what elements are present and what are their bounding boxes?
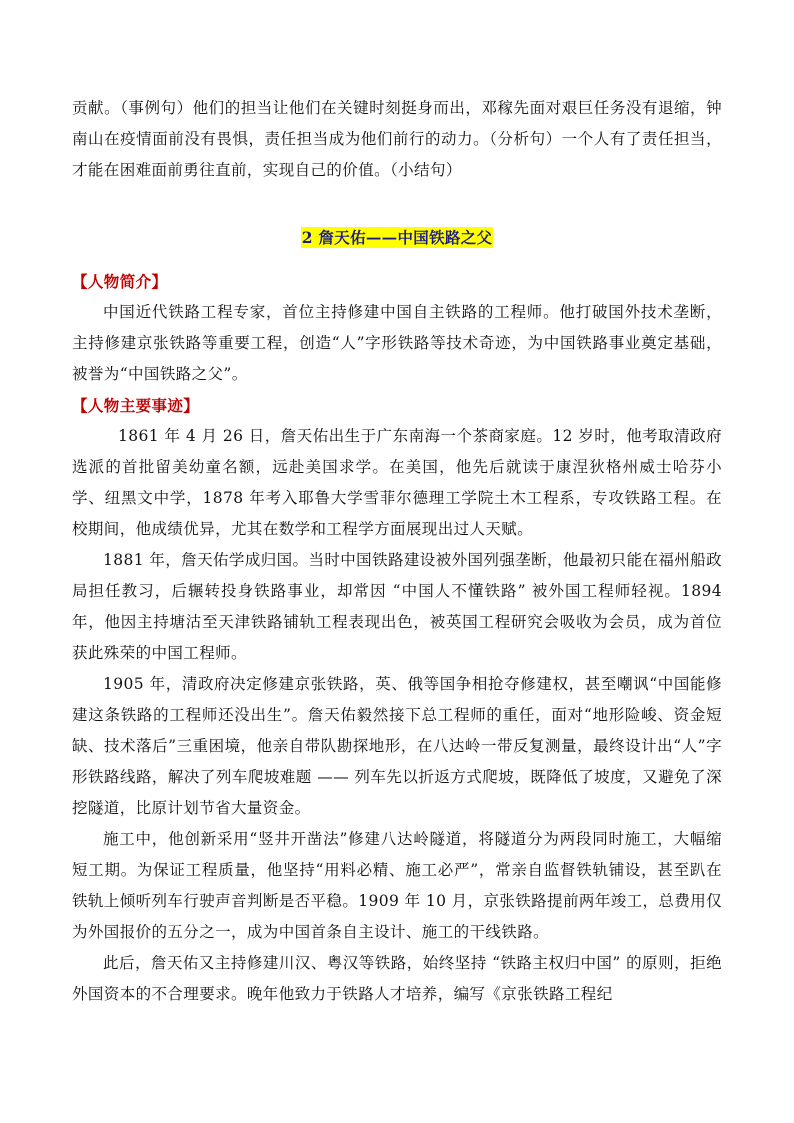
- profile-label: 【人物简介】: [72, 272, 168, 291]
- section-heading: [72, 227, 722, 258]
- intro-paragraph: 贡献。（事例句）他们的担当让他们在关键时刻挺身而出，邓稼先面对艰巨任务没有退缩，钟南山在疫情面前没有畏惧，责任担当成为他们前行的动力。（分析句）一个人有了责任担当，才能在困难面前勇往直前，实现自己的价值。（小结句）: [72, 99, 722, 179]
- profile-paragraph: 中国近代铁路工程专家，首位主持修建中国自主铁路的工程师。他打破国外技术垄断，主持修建京张铁路等重要工程，创造“人”字形铁路等技术奇迹，为中国铁路事业奠定基础，被誉为“中国铁路之父”。: [72, 303, 722, 383]
- deeds-paragraph-1: 1861 年 4 月 26 日，詹天佑出生于广东南海一个茶商家庭。12 岁时，他考取清政府选派的首批留美幼童名额，远赴美国求学。在美国，他先后就读于康涅狄格州威士哈芬小学、纽黑文中学，1878 年考入耶鲁大学雪菲尔德理工学院土木工程系，专攻铁路工程。在校期间，他成绩优异，尤其在数学和工程学方面展现出过人天赋。: [72, 427, 722, 538]
- deeds-paragraph-3: 1905 年，清政府决定修建京张铁路，英、俄等国争相抢夺修建权，甚至嘲讽“中国能修建这条铁路的工程师还没出生”。詹天佑毅然接下总工程师的重任，面对“地形险峻、资金短缺、技术落后”三重困境，他亲自带队勘探地形，在八达岭一带反复测量，最终设计出“人”字形铁路线路，解决了列车爬坡难题 —— 列车先以折返方式爬坡，既降低了坡度，又避免了深挖隧道，比原计划节省大量资金。: [72, 675, 722, 817]
- deeds-paragraph-2: 1881 年，詹天佑学成归国。当时中国铁路建设被外国列强垄断，他最初只能在福州船政局担任教习，后辗转投身铁路事业，却常因 “中国人不懂铁路” 被外国工程师轻视。1894 年，他因主持塘沽至天津铁路铺轨工程表现出色，被英国工程研究会吸收为会员，成为首位获此殊荣的中国工程师。: [72, 551, 722, 662]
- section-title: 2 詹天佑——中国铁路之父: [301, 228, 493, 247]
- document-body: [72, 93, 722, 1010]
- deeds-label: 【人物主要事迹】: [72, 396, 200, 415]
- deeds-paragraph-4: 施工中，他创新采用“竖井开凿法”修建八达岭隧道，将隧道分为两段同时施工，大幅缩短工期。为保证工程质量，他坚持“用料必精、施工必严”，常亲自监督铁轨铺设，甚至趴在铁轨上倾听列车行驶声音判断是否平稳。1909 年 10 月，京张铁路提前两年竣工，总费用仅为外国报价的五分之一，成为中国首条自主设计、施工的干线铁路。: [72, 830, 722, 941]
- deeds-paragraph-5: 此后，詹天佑又主持修建川汉、粤汉等铁路，始终坚持 “铁路主权归中国” 的原则，拒绝外国资本的不合理要求。晚年他致力于铁路人才培养，编写《京张铁路工程纪: [72, 954, 722, 1003]
